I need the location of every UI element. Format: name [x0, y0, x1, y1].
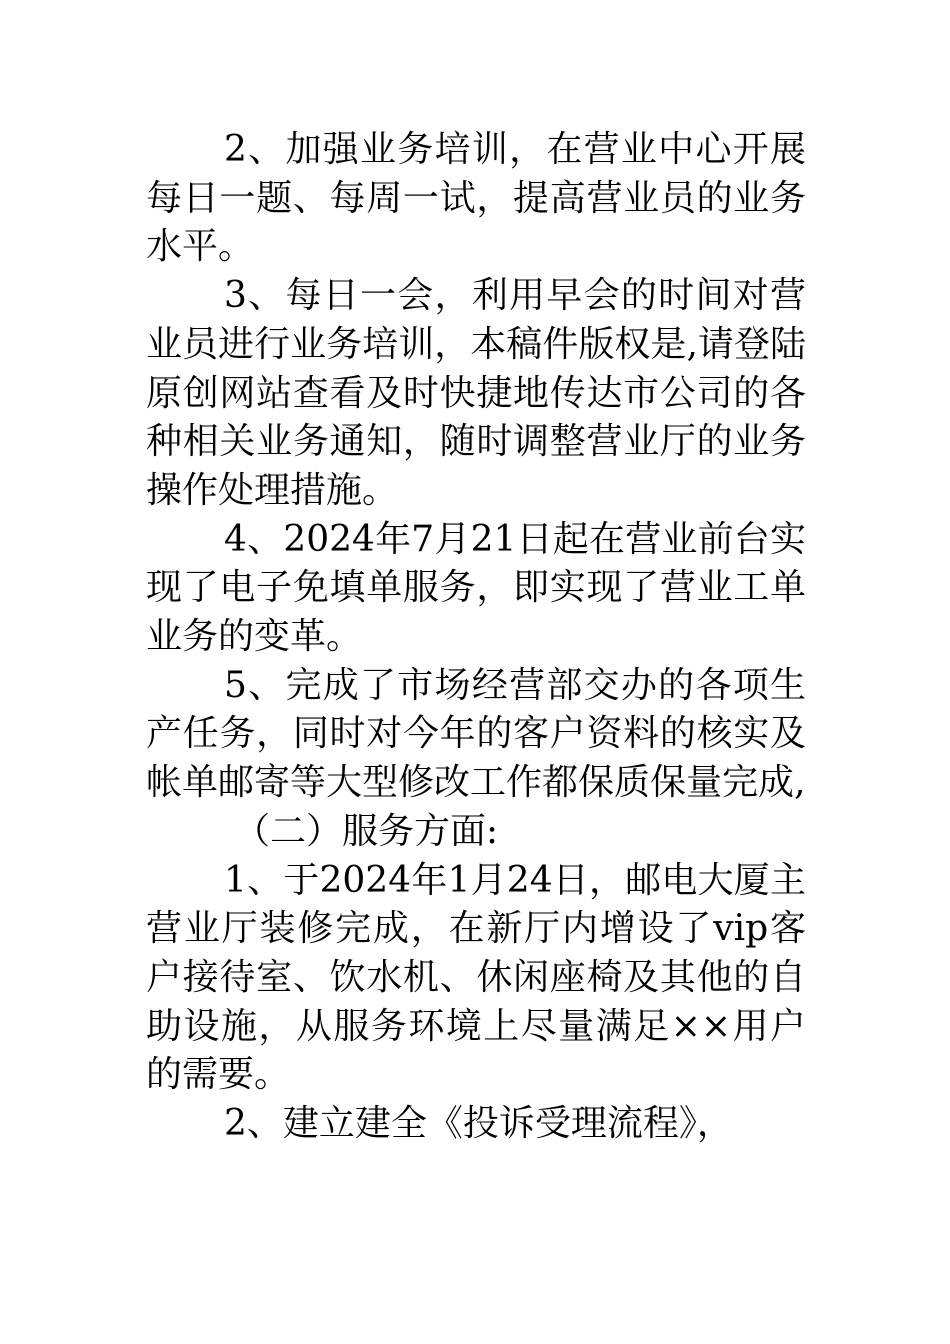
paragraph-complaint-process: 2、建立建全《投诉受理流程》， [224, 1103, 733, 1145]
paragraph-electronic-form: 4、2024年7月21日起在营业前台实现了电子免填单服务，即实现了营业工单业务的变革。 [146, 518, 806, 658]
paragraph-hall-renovation: 1、于2024年1月24日，邮电大厦主营业厅装修完成，在新厅内增设了vip客户接待室、饮水机、休闲座椅及其他的自助设施，从服务环境上尽量满足××用户的需要。 [146, 859, 806, 1096]
paragraph-business-training: 2、加强业务培训，在营业中心开展每日一题、每周一试，提高营业员的业务水平。 [146, 129, 806, 268]
section-heading-service: （二）服务方面: [234, 810, 499, 852]
paragraph-production-tasks: 5、完成了市场经营部交办的各项生产任务，同时对今年的客户资料的核实及帐单邮寄等大型修改工作都保质保量完成, [146, 664, 806, 804]
document-body [146, 126, 806, 1149]
paragraph-daily-meeting: 3、每日一会，利用早会的时间对营业员进行业务培训，本稿件版权是,请登陆原创网站查看及时快捷地传达市公司的各种相关业务通知，随时调整营业厅的业务操作处理措施。 [146, 275, 806, 511]
